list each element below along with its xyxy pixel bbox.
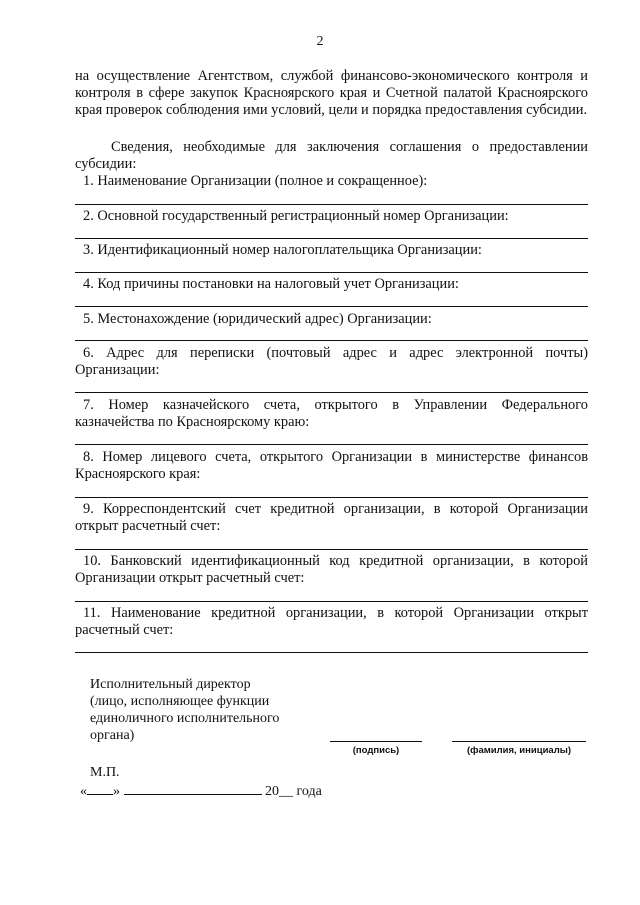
name-line[interactable] [452,741,586,742]
item-2-label: 2. Основной государственный регистрационный номер Организации: [83,208,509,224]
intro-paragraph: на осуществление Агентством, службой финансово-экономического контроля и контроля в сфере закупок Красноярского края и Счетной палатой Красноярского края проверок соблюдения ими условий, цели и порядка предоставления субсидии. [75,68,588,118]
item-4-field-line[interactable] [75,306,588,307]
signatory-block [90,676,320,744]
date-close-quote: » [113,784,120,799]
item-8-label: 8. Номер лицевого счета, открытого Организации в министерстве финансов Красноярского края: [75,449,588,482]
item-10-label: 10. Банковский идентификационный код кредитной организации, в которой Организации открыт расчетный счет: [75,553,588,586]
date-open-quote: « [80,784,87,799]
date-line [80,781,322,800]
item-7-label: 7. Номер казначейского счета, открытого в Управлении Федерального казначейства по Красноярскому краю: [75,397,588,430]
info-heading: Сведения, необходимые для заключения соглашения о предоставлении субсидии: [75,139,588,172]
item-10-field-line[interactable] [75,601,588,602]
date-day-blank[interactable] [87,781,113,795]
signatory-description: (лицо, исполняющее функции единоличного исполнительного органа) [90,694,280,743]
item-3-label: 3. Идентификационный номер налогоплательщика Организации: [83,242,482,258]
date-year-suffix: 20__ года [265,784,322,799]
item-3-field-line[interactable] [75,272,588,273]
item-5-label: 5. Местонахождение (юридический адрес) Организации: [83,311,432,327]
item-1-label: 1. Наименование Организации (полное и сокращенное): [83,173,428,189]
signature-caption: (подпись) [352,745,400,756]
page-number: 2 [316,34,324,49]
item-6-field-line[interactable] [75,392,588,393]
item-6-label: 6. Адрес для переписки (почтовый адрес и адрес электронной почты) Организации: [75,345,588,378]
item-7-field-line[interactable] [75,444,588,445]
item-9-field-line[interactable] [75,549,588,550]
date-month-blank[interactable] [124,781,262,795]
stamp-label: М.П. [90,765,120,780]
name-caption: (фамилия, инициалы) [466,745,572,756]
item-1-field-line[interactable] [75,204,588,205]
item-8-field-line[interactable] [75,497,588,498]
item-11-field-line[interactable] [75,652,588,653]
signature-line[interactable] [330,741,422,742]
signatory-title: Исполнительный директор [90,677,251,692]
item-9-label: 9. Корреспондентский счет кредитной организации, в которой Организации открыт расчетный счет: [75,501,588,534]
item-2-field-line[interactable] [75,238,588,239]
item-4-label: 4. Код причины постановки на налоговый учет Организации: [83,276,459,292]
item-11-label: 11. Наименование кредитной организации, в которой Организации открыт расчетный счет: [75,605,588,638]
item-5-field-line[interactable] [75,340,588,341]
